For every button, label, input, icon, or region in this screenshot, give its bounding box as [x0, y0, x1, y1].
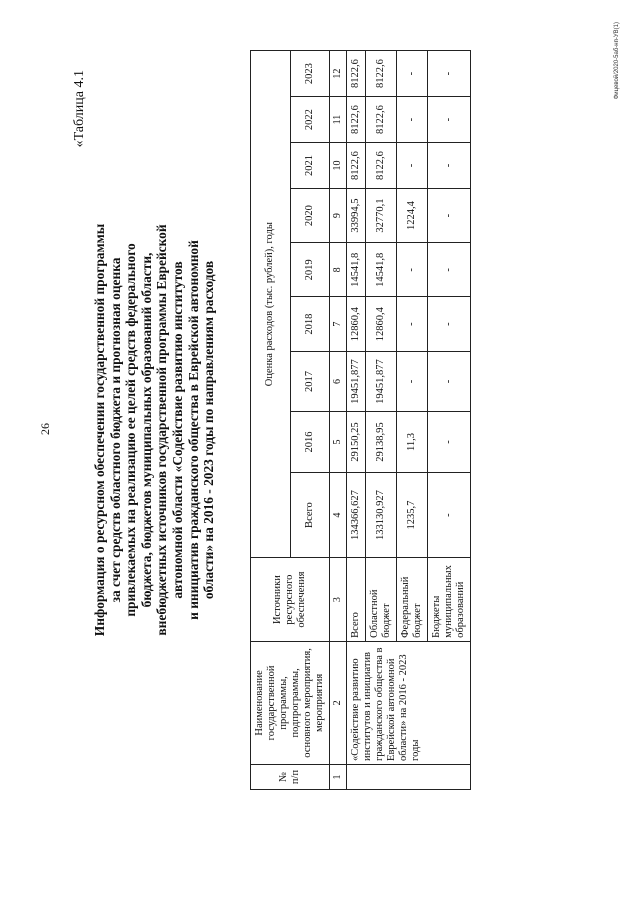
value-cell: 29150,25 [347, 412, 366, 473]
value-cell: - [397, 243, 428, 297]
table-row [347, 51, 366, 790]
value-cell: 8122,6 [347, 97, 366, 143]
header-year: 2020 [290, 188, 330, 242]
value-cell: 14541,8 [347, 243, 366, 297]
column-number: 3 [330, 558, 347, 641]
header-estimate: Оценка расходов (тыс. рублей), годы [251, 51, 291, 558]
title-line: области» на 2016 - 2023 годы по направлениям расходов [201, 260, 217, 600]
value-cell: - [428, 143, 471, 189]
value-cell: 134366,627 [347, 472, 366, 558]
value-cell: 29138,95 [366, 412, 397, 473]
resource-table [250, 50, 471, 790]
value-cell: - [397, 143, 428, 189]
document-code: Фицевой/2020-5аб-нп-УВ(1) [614, 22, 620, 100]
header-year: 2018 [290, 297, 330, 351]
row-index-cell [347, 764, 471, 789]
value-cell: 14541,8 [366, 243, 397, 297]
column-number: 9 [330, 188, 347, 242]
value-cell: 1235,7 [397, 472, 428, 558]
title-line: автономной области «Содействие развитию институтов [169, 261, 185, 599]
program-name-cell: «Содействие развитию институтов и инициатив гражданского общества в Еврейской автономной области» на 2016 - 2023 годы [347, 641, 471, 764]
value-cell: - [428, 188, 471, 242]
value-cell: - [428, 472, 471, 558]
value-cell: - [397, 97, 428, 143]
title-line: привлекаемых на реализацию ее целей средств федерального [123, 243, 139, 617]
value-cell: 8122,6 [366, 143, 397, 189]
column-number: 4 [330, 472, 347, 558]
value-cell: - [397, 351, 428, 412]
value-cell: - [428, 51, 471, 97]
column-number: 2 [330, 641, 347, 764]
header-year: 2019 [290, 243, 330, 297]
header-total: Всего [290, 472, 330, 558]
column-number: 1 [330, 764, 347, 789]
column-number: 8 [330, 243, 347, 297]
column-number: 10 [330, 143, 347, 189]
header-year: 2022 [290, 97, 330, 143]
value-cell: 19451,877 [347, 351, 366, 412]
value-cell: 8122,6 [366, 51, 397, 97]
value-cell: - [397, 51, 428, 97]
column-number: 12 [330, 51, 347, 97]
column-number: 7 [330, 297, 347, 351]
value-cell: - [428, 297, 471, 351]
value-cell: 8122,6 [347, 143, 366, 189]
header-year: 2016 [290, 412, 330, 473]
column-number-row [330, 51, 347, 790]
source-cell: Федеральный бюджет [397, 558, 428, 641]
value-cell: 8122,6 [366, 97, 397, 143]
header-num: № п/п [251, 764, 330, 789]
column-number: 11 [330, 97, 347, 143]
table-label: «Таблица 4.1 [72, 70, 87, 148]
value-cell: 19451,877 [366, 351, 397, 412]
value-cell: 33994,5 [347, 188, 366, 242]
header-name: Наименование государственной программы, подпрограммы, основного мероприятия, мероприятия [251, 641, 330, 764]
title-line: за счет средств областного бюджета и прогнозная оценка [107, 257, 123, 603]
title-line: Информация о ресурсном обеспечении государственной программы [92, 223, 107, 637]
value-cell: 32770,1 [366, 188, 397, 242]
header-year: 2021 [290, 143, 330, 189]
value-cell: - [428, 351, 471, 412]
source-cell: Всего [347, 558, 366, 641]
column-number: 6 [330, 351, 347, 412]
page-number: 26 [38, 423, 52, 435]
value-cell: 12860,4 [347, 297, 366, 351]
resource-table-wrapper [250, 50, 471, 790]
title-line: внебюджетных источников государственной программы Еврейской [154, 224, 170, 636]
table-title [92, 185, 217, 675]
value-cell: - [397, 297, 428, 351]
header-year: 2017 [290, 351, 330, 412]
value-cell: - [428, 243, 471, 297]
source-cell: Областной бюджет [366, 558, 397, 641]
header-row-1 [251, 51, 291, 790]
value-cell: 12860,4 [366, 297, 397, 351]
value-cell: 133130,927 [366, 472, 397, 558]
source-cell: Бюджеты муниципальных образований [428, 558, 471, 641]
title-line: бюджета, бюджетов муниципальных образований области, [138, 252, 154, 608]
header-source: Источники ресурсного обеспечения [251, 558, 330, 641]
value-cell: - [428, 412, 471, 473]
value-cell: 8122,6 [347, 51, 366, 97]
value-cell: - [428, 97, 471, 143]
title-line: и инициатив гражданского общества в Еврейской автономной [185, 240, 201, 620]
value-cell: 1224,4 [397, 188, 428, 242]
value-cell: 11,3 [397, 412, 428, 473]
column-number: 5 [330, 412, 347, 473]
header-year: 2023 [290, 51, 330, 97]
